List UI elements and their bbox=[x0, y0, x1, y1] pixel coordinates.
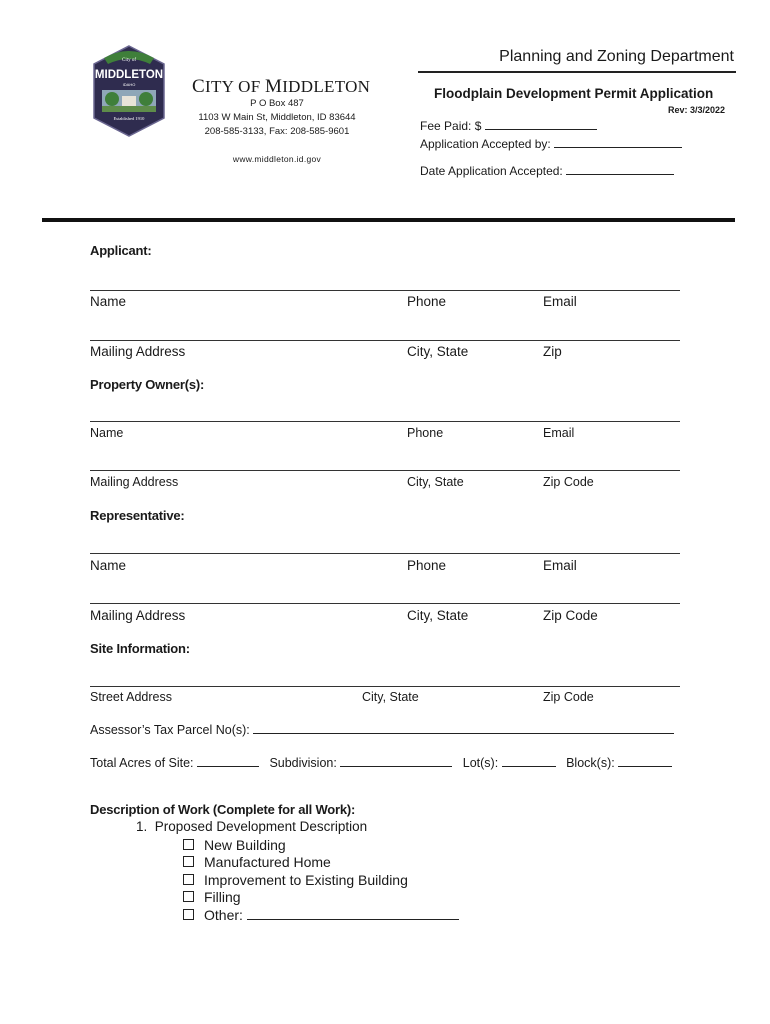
applicant-heading: Applicant: bbox=[90, 243, 152, 258]
logo-top: City of bbox=[121, 58, 137, 63]
site-line-1[interactable] bbox=[90, 686, 680, 687]
form-title: Floodplain Development Permit Application bbox=[434, 86, 714, 101]
applicant-city-label: City, State bbox=[407, 344, 469, 359]
subdivision-blank[interactable] bbox=[340, 755, 452, 767]
accepted-by-blank[interactable] bbox=[554, 136, 682, 148]
option-new-building[interactable]: New Building bbox=[183, 837, 286, 855]
other-blank[interactable] bbox=[247, 908, 459, 920]
representative-line-1[interactable] bbox=[90, 553, 680, 554]
applicant-line-1[interactable] bbox=[90, 290, 680, 291]
owner-email-label: Email bbox=[543, 426, 575, 440]
logo-name: MIDDLETON bbox=[94, 69, 164, 81]
site-city-label: City, State bbox=[362, 690, 419, 704]
owner-city-label: City, State bbox=[407, 475, 464, 489]
date-accepted-field: Date Application Accepted: bbox=[420, 163, 674, 178]
street-address: 1103 W Main St, Middleton, ID 83644 bbox=[198, 112, 356, 123]
acres-row: Total Acres of Site: Subdivision: Lot(s): Block(s): bbox=[90, 755, 672, 770]
checkbox-icon[interactable] bbox=[183, 856, 194, 867]
fee-paid-field: Fee Paid: $ bbox=[420, 118, 597, 133]
site-zip-label: Zip Code bbox=[543, 690, 594, 704]
checkbox-icon[interactable] bbox=[183, 891, 194, 902]
owner-line-2[interactable] bbox=[90, 470, 680, 471]
representative-heading: Representative: bbox=[90, 508, 185, 523]
acres-blank[interactable] bbox=[197, 755, 259, 767]
representative-city-label: City, State bbox=[407, 608, 469, 623]
accepted-by-field: Application Accepted by: bbox=[420, 136, 682, 151]
city-title: CITY OF MIDDLETON bbox=[192, 76, 371, 97]
applicant-address-label: Mailing Address bbox=[90, 344, 186, 359]
revision-date: Rev: 3/3/2022 bbox=[668, 105, 726, 115]
representative-phone-label: Phone bbox=[407, 558, 447, 573]
department-name: Planning and Zoning Department bbox=[499, 48, 734, 65]
owner-line-1[interactable] bbox=[90, 421, 680, 422]
logo-state: IDAHO bbox=[122, 82, 136, 87]
phone-fax: 208-585-3133, Fax: 208-585-9601 bbox=[204, 126, 350, 137]
lots-blank[interactable] bbox=[502, 755, 556, 767]
block-blank[interactable] bbox=[618, 755, 672, 767]
header-divider bbox=[42, 218, 735, 222]
option-filling[interactable]: Filling bbox=[183, 889, 241, 907]
tax-parcel-blank[interactable] bbox=[253, 722, 674, 734]
representative-address-label: Mailing Address bbox=[90, 608, 186, 623]
website: www.middleton.id.gov bbox=[232, 154, 322, 164]
owner-address-label: Mailing Address bbox=[90, 475, 179, 489]
applicant-line-2[interactable] bbox=[90, 340, 680, 341]
checkbox-icon[interactable] bbox=[183, 909, 194, 920]
site-street-label: Street Address bbox=[90, 690, 172, 704]
tax-parcel-field: Assessor’s Tax Parcel No(s): bbox=[90, 722, 674, 737]
representative-name-label: Name bbox=[90, 558, 127, 573]
representative-email-label: Email bbox=[543, 558, 577, 573]
date-accepted-blank[interactable] bbox=[566, 163, 674, 175]
representative-zip-label: Zip Code bbox=[543, 608, 598, 623]
owner-heading: Property Owner(s): bbox=[90, 377, 205, 392]
po-box: P O Box 487 bbox=[250, 98, 304, 109]
checkbox-icon[interactable] bbox=[183, 839, 194, 850]
applicant-email-label: Email bbox=[543, 294, 577, 309]
department-rule bbox=[418, 71, 736, 73]
applicant-name-label: Name bbox=[90, 294, 127, 309]
owner-name-label: Name bbox=[90, 426, 124, 440]
fee-paid-blank[interactable] bbox=[485, 118, 597, 130]
work-item-1: 1. Proposed Development Description bbox=[136, 819, 368, 834]
checkbox-icon[interactable] bbox=[183, 874, 194, 885]
owner-phone-label: Phone bbox=[407, 426, 444, 440]
site-heading: Site Information: bbox=[90, 641, 190, 656]
applicant-phone-label: Phone bbox=[407, 294, 447, 309]
option-other[interactable]: Other: bbox=[183, 907, 459, 925]
option-improvement[interactable]: Improvement to Existing Building bbox=[183, 872, 408, 890]
applicant-zip-label: Zip bbox=[543, 344, 562, 359]
representative-line-2[interactable] bbox=[90, 603, 680, 604]
work-heading: Description of Work (Complete for all Work): bbox=[90, 802, 356, 817]
city-seal-logo bbox=[90, 44, 168, 138]
owner-zip-label: Zip Code bbox=[543, 475, 594, 489]
logo-est: Established 1910 bbox=[113, 116, 145, 121]
option-manufactured-home[interactable]: Manufactured Home bbox=[183, 854, 331, 872]
